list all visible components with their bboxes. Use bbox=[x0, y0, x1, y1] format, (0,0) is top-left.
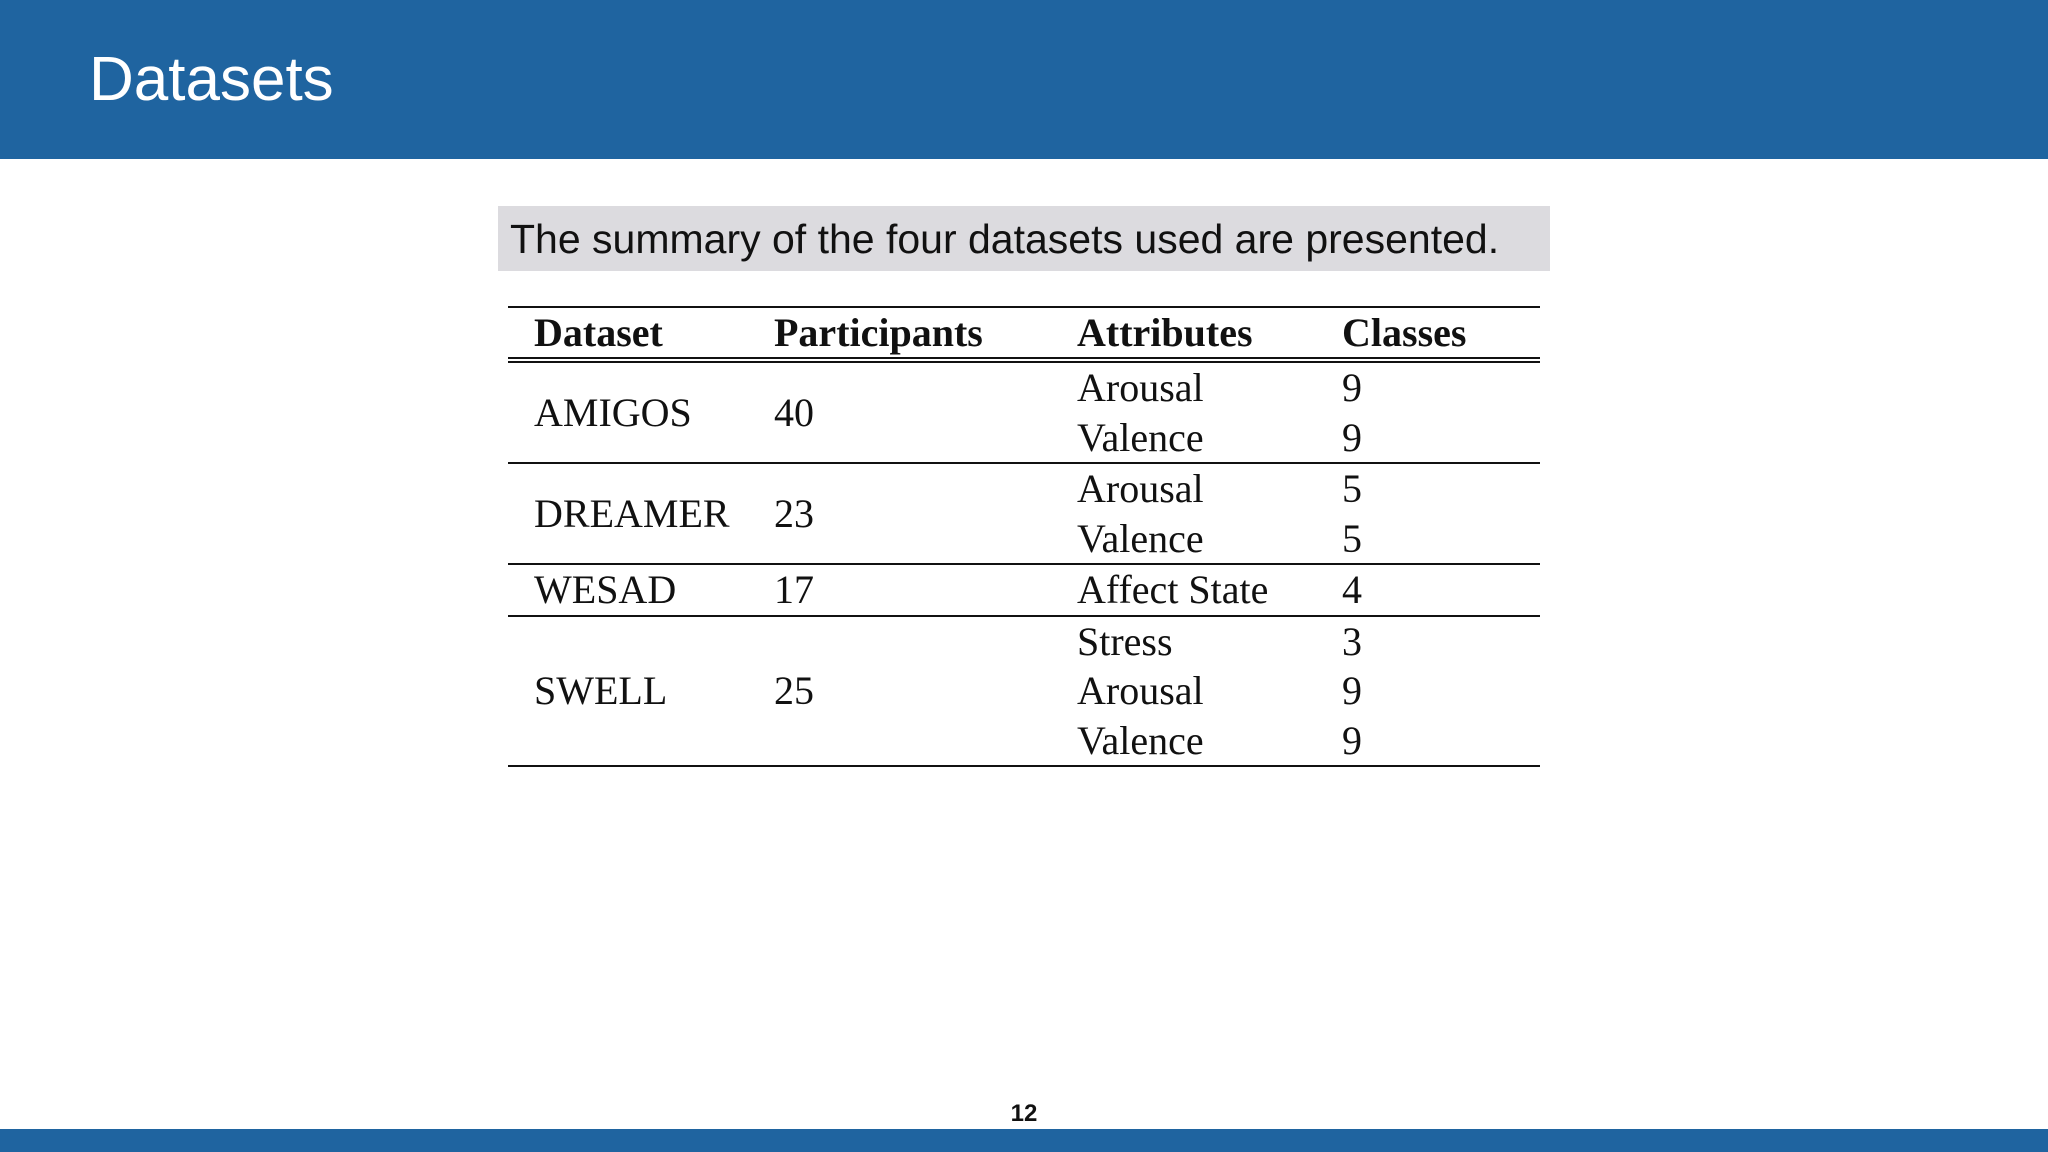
classes-cell: 5 bbox=[1342, 514, 1540, 565]
classes-cell: 9 bbox=[1342, 365, 1362, 410]
footer-bar bbox=[0, 1129, 2048, 1152]
classes-cell: 9 bbox=[1342, 668, 1362, 713]
attribute-cell: Valence bbox=[1077, 716, 1342, 767]
classes-cell: 5 bbox=[1342, 466, 1362, 511]
page-number: 12 bbox=[1010, 1100, 1038, 1127]
classes-cell: 4 bbox=[1342, 564, 1540, 616]
slide-title: Datasets bbox=[89, 45, 334, 114]
attribute-cell: Arousal bbox=[1077, 365, 1204, 410]
classes-cell: 9 bbox=[1342, 716, 1540, 767]
subtitle-text: The summary of the four datasets used are presented. bbox=[510, 216, 1500, 262]
dataset-cell: SWELL bbox=[508, 616, 774, 767]
participants-cell: 23 bbox=[774, 463, 1077, 564]
classes-cell: 3 bbox=[1342, 618, 1362, 664]
header-classes: Classes bbox=[1342, 307, 1540, 360]
header-attributes: Attributes bbox=[1077, 307, 1342, 360]
attribute-cell: Arousal bbox=[1077, 668, 1204, 713]
table-row bbox=[508, 463, 1540, 514]
table-header-row bbox=[508, 307, 1540, 360]
table-row bbox=[508, 564, 1540, 616]
table-row bbox=[508, 360, 1540, 413]
header-bar bbox=[0, 0, 2048, 159]
dataset-cell: WESAD bbox=[508, 564, 774, 616]
classes-cell: 9 bbox=[1342, 413, 1540, 464]
table-row bbox=[508, 616, 1540, 667]
header-participants: Participants bbox=[774, 307, 1077, 360]
participants-cell: 25 bbox=[774, 616, 1077, 767]
attribute-cell: Valence bbox=[1077, 514, 1342, 565]
participants-cell: 40 bbox=[774, 360, 1077, 463]
attribute-cell: Stress bbox=[1077, 618, 1173, 664]
attribute-cell: Arousal bbox=[1077, 466, 1204, 511]
dataset-cell: AMIGOS bbox=[508, 360, 774, 463]
header-dataset: Dataset bbox=[508, 307, 774, 360]
attribute-cell: Valence bbox=[1077, 413, 1342, 464]
subtitle-box bbox=[498, 206, 1550, 271]
participants-cell: 17 bbox=[774, 564, 1077, 616]
attribute-cell: Affect State bbox=[1077, 564, 1342, 616]
datasets-table bbox=[508, 306, 1540, 767]
dataset-cell: DREAMER bbox=[508, 463, 774, 564]
